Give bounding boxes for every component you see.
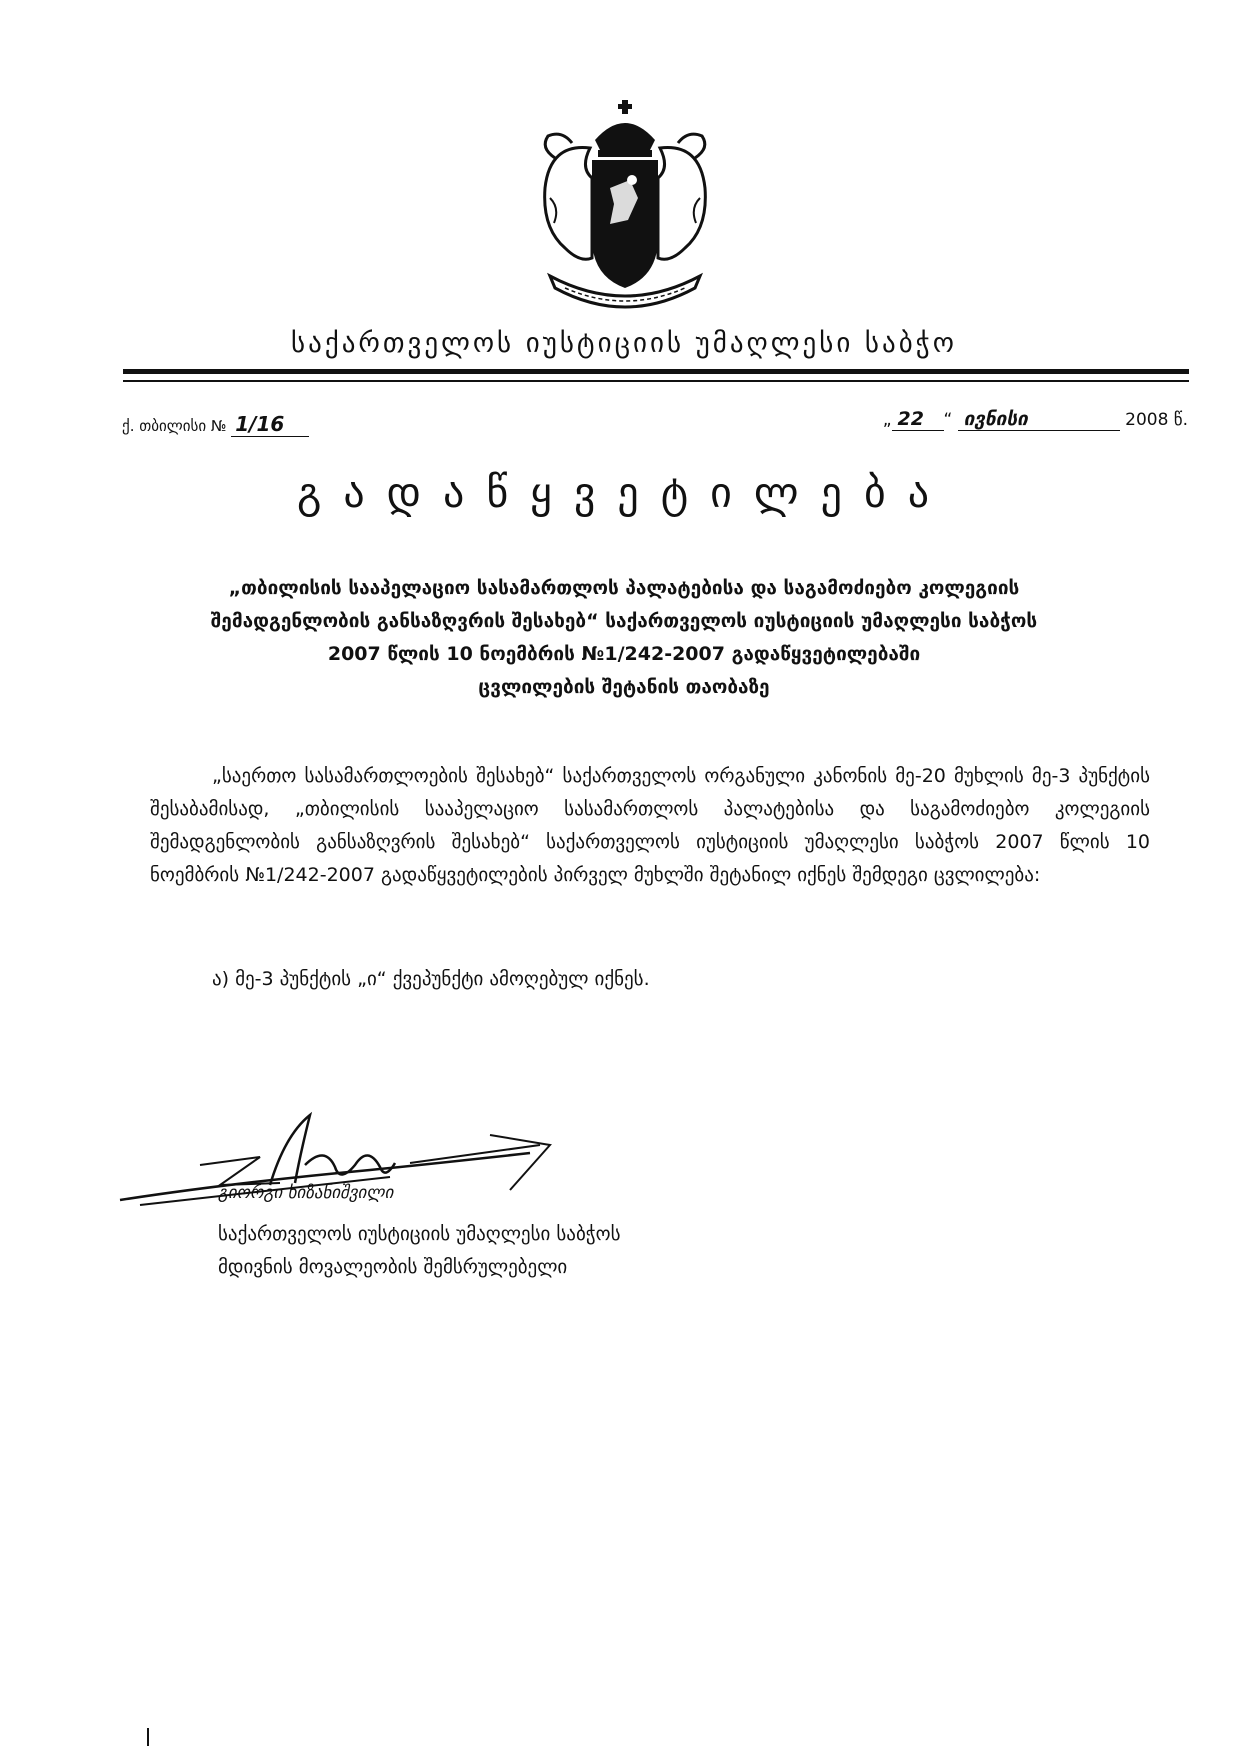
handwritten-signature-icon — [110, 1105, 630, 1225]
date-year: 2008 წ. — [1125, 410, 1188, 430]
subject-line: „თბილისის სააპელაციო სასამართლოს პალატებისა და საგამოძიებო კოლეგიის — [228, 577, 1020, 599]
subject-line: შემადგენლობის განსაზღვრის შესახებ“ საქართველოს იუსტიციის უმაღლესი საბჭოს — [210, 610, 1038, 632]
body-paragraph: „საერთო სასამართლოების შესახებ“ საქართველოს ორგანული კანონის მე-20 მუხლის მე-3 პუნქტის შესაბამისად, „თბილისის სააპელაციო სასამართლოს პალატებისა და საგამოძიებო კოლეგიის შემადგენლობის განსაზღვრის შესახებ“ საქართველოს იუსტიციის უმაღლესი საბჭოს 2007 წლის 10 ნოემბრის №1/242-2007 გადაწყვეტილების პირველ მუხლში შეტანილ იქნეს შემდეგი ცვლილება: — [150, 765, 1150, 886]
document-title: გადაწყვეტილება — [296, 468, 952, 517]
scan-edge-mark — [147, 1728, 149, 1746]
coat-of-arms-icon — [510, 88, 740, 318]
subject-line: 2007 წლის 10 ნოემბრის №1/242-2007 გადაწყვეტილებაში — [327, 643, 921, 665]
place-prefix: ქ. თბილისი № — [122, 417, 227, 435]
document-subject — [140, 572, 1108, 704]
date-month: ივნისი — [958, 408, 1120, 431]
document-number: 1/16 — [231, 412, 309, 437]
signer-position — [218, 1218, 621, 1284]
signer-name: გიორგი ხიზანიშვილი — [218, 1183, 394, 1203]
institution-name: საქართველოს იუსტიციის უმაღლესი საბჭო — [291, 328, 957, 359]
date-open-quote: „ — [882, 410, 892, 430]
date-close-quote: “ — [943, 410, 953, 430]
date-day: 22 — [892, 408, 944, 431]
header-rule-thick — [123, 369, 1189, 374]
signer-position-line: მდივნის მოვალეობის შემსრულებელი — [218, 1256, 568, 1278]
place-and-number — [122, 412, 309, 437]
subject-line: ცვლილების შეტანის თაობაზე — [478, 676, 770, 698]
amendment-item: ა) მე-3 პუნქტის „ი“ ქვეპუნქტი ამოღებულ იქნეს. — [212, 968, 650, 990]
signer-position-line: საქართველოს იუსტიციის უმაღლესი საბჭოს — [218, 1223, 621, 1245]
document-date — [883, 408, 1188, 431]
header-rule-thin — [123, 380, 1189, 382]
